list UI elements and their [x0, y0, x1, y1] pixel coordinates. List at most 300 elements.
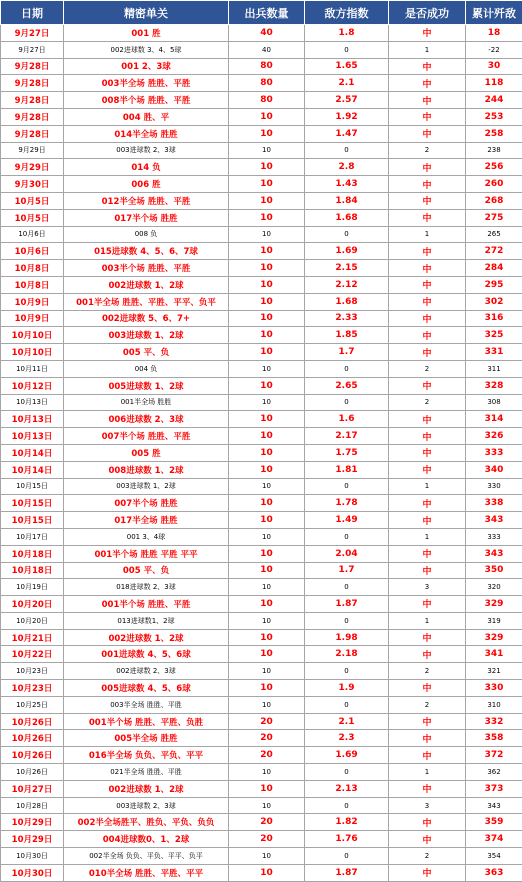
cell-total: 343 [466, 512, 522, 529]
cell-quantity: 20 [229, 814, 305, 831]
cell-pick: 002进球数 1、2球 [64, 780, 229, 797]
table-row [1, 864, 522, 881]
cell-pick: 002进球数 1、2球 [64, 629, 229, 646]
cell-odds: 1.9 [305, 680, 389, 697]
header-pick: 精密单关 [64, 1, 229, 25]
table-row [1, 125, 522, 142]
cell-odds: 2.8 [305, 159, 389, 176]
table-row [1, 461, 522, 478]
cell-quantity: 10 [229, 848, 305, 865]
cell-date: 10月8日 [1, 260, 64, 277]
cell-total: 272 [466, 243, 522, 260]
cell-odds: 1.65 [305, 58, 389, 75]
cell-total: 258 [466, 125, 522, 142]
cell-odds: 0 [305, 528, 389, 545]
cell-result: 中 [389, 344, 466, 361]
table-row [1, 713, 522, 730]
cell-quantity: 10 [229, 428, 305, 445]
cell-pick: 008 负 [64, 226, 229, 243]
cell-total: 362 [466, 764, 522, 781]
cell-date: 10月29日 [1, 814, 64, 831]
cell-total: 284 [466, 260, 522, 277]
cell-total: 325 [466, 327, 522, 344]
cell-quantity: 10 [229, 209, 305, 226]
cell-result: 2 [389, 142, 466, 159]
table-row [1, 243, 522, 260]
cell-date: 10月25日 [1, 696, 64, 713]
cell-odds: 1.84 [305, 192, 389, 209]
cell-date: 10月26日 [1, 764, 64, 781]
cell-result: 中 [389, 25, 466, 42]
cell-date: 10月23日 [1, 663, 64, 680]
cell-total: 308 [466, 394, 522, 411]
table-row [1, 192, 522, 209]
cell-quantity: 10 [229, 142, 305, 159]
cell-total: 330 [466, 478, 522, 495]
cell-date: 10月14日 [1, 461, 64, 478]
cell-result: 中 [389, 276, 466, 293]
header-result: 是否成功 [389, 1, 466, 25]
cell-quantity: 10 [229, 327, 305, 344]
cell-date: 10月22日 [1, 646, 64, 663]
cell-odds: 1.47 [305, 125, 389, 142]
cell-pick: 018进球数 2、3球 [64, 579, 229, 596]
cell-result: 中 [389, 192, 466, 209]
table-row [1, 209, 522, 226]
cell-quantity: 10 [229, 680, 305, 697]
cell-result: 中 [389, 814, 466, 831]
cell-total: 244 [466, 92, 522, 109]
cell-result: 中 [389, 545, 466, 562]
cell-result: 中 [389, 411, 466, 428]
cell-pick: 005 平、负 [64, 344, 229, 361]
table-row [1, 612, 522, 629]
cell-result: 2 [389, 696, 466, 713]
cell-date: 10月9日 [1, 310, 64, 327]
cell-quantity: 10 [229, 276, 305, 293]
cell-odds: 1.8 [305, 25, 389, 42]
cell-odds: 0 [305, 612, 389, 629]
cell-odds: 0 [305, 848, 389, 865]
cell-pick: 002进球数 5、6、7+ [64, 310, 229, 327]
cell-result: 中 [389, 209, 466, 226]
cell-total: 363 [466, 864, 522, 881]
cell-odds: 1.82 [305, 814, 389, 831]
cell-total: 30 [466, 58, 522, 75]
table-row [1, 596, 522, 613]
cell-result: 中 [389, 495, 466, 512]
table-row [1, 663, 522, 680]
cell-total: 320 [466, 579, 522, 596]
cell-total: 330 [466, 680, 522, 697]
cell-pick: 008半个场 胜胜、平胜 [64, 92, 229, 109]
cell-result: 中 [389, 646, 466, 663]
table-row [1, 92, 522, 109]
cell-date: 10月6日 [1, 226, 64, 243]
cell-date: 10月5日 [1, 192, 64, 209]
cell-result: 中 [389, 596, 466, 613]
cell-total: 373 [466, 780, 522, 797]
cell-odds: 1.87 [305, 596, 389, 613]
cell-date: 10月20日 [1, 596, 64, 613]
cell-date: 9月28日 [1, 75, 64, 92]
cell-pick: 005 平、负 [64, 562, 229, 579]
cell-pick: 007半个场 胜胜、平胜 [64, 428, 229, 445]
cell-pick: 013进球数1、2球 [64, 612, 229, 629]
cell-result: 2 [389, 663, 466, 680]
cell-result: 2 [389, 394, 466, 411]
cell-pick: 005进球数 4、5、6球 [64, 680, 229, 697]
cell-pick: 015进球数 4、5、6、7球 [64, 243, 229, 260]
cell-result: 中 [389, 831, 466, 848]
cell-result: 1 [389, 764, 466, 781]
table-row [1, 512, 522, 529]
cell-odds: 2.3 [305, 730, 389, 747]
cell-quantity: 10 [229, 545, 305, 562]
cell-result: 中 [389, 293, 466, 310]
cell-quantity: 10 [229, 411, 305, 428]
cell-result: 中 [389, 512, 466, 529]
cell-quantity: 10 [229, 243, 305, 260]
cell-date: 10月9日 [1, 293, 64, 310]
table-row [1, 226, 522, 243]
cell-date: 10月15日 [1, 512, 64, 529]
cell-result: 1 [389, 612, 466, 629]
cell-result: 中 [389, 75, 466, 92]
cell-odds: 0 [305, 41, 389, 58]
cell-date: 10月12日 [1, 377, 64, 394]
cell-date: 10月20日 [1, 612, 64, 629]
cell-odds: 0 [305, 764, 389, 781]
cell-pick: 004 胜、平 [64, 108, 229, 125]
cell-pick: 001 3、4球 [64, 528, 229, 545]
cell-pick: 002半全场 负负、平负、平平、负平 [64, 848, 229, 865]
cell-pick: 014 负 [64, 159, 229, 176]
cell-odds: 0 [305, 663, 389, 680]
cell-odds: 2.17 [305, 428, 389, 445]
cell-odds: 2.1 [305, 75, 389, 92]
cell-result: 中 [389, 327, 466, 344]
table-row [1, 377, 522, 394]
cell-pick: 001半全场 胜胜、平胜、平平、负平 [64, 293, 229, 310]
table-row [1, 58, 522, 75]
cell-result: 3 [389, 797, 466, 814]
table-row [1, 25, 522, 42]
cell-date: 10月29日 [1, 831, 64, 848]
cell-result: 中 [389, 713, 466, 730]
cell-pick: 012半全场 胜胜、平胜 [64, 192, 229, 209]
cell-pick: 001半个场 胜胜、平胜、负胜 [64, 713, 229, 730]
table-row [1, 545, 522, 562]
cell-odds: 0 [305, 394, 389, 411]
table-row [1, 780, 522, 797]
cell-total: 260 [466, 176, 522, 193]
cell-result: 中 [389, 58, 466, 75]
cell-result: 1 [389, 528, 466, 545]
cell-odds: 1.7 [305, 562, 389, 579]
cell-pick: 002进球数 2、3球 [64, 663, 229, 680]
cell-total: 372 [466, 747, 522, 764]
cell-pick: 001半个场 胜胜 平胜 平平 [64, 545, 229, 562]
cell-pick: 001半个场 胜胜、平胜 [64, 596, 229, 613]
cell-date: 10月27日 [1, 780, 64, 797]
cell-odds: 0 [305, 478, 389, 495]
cell-result: 中 [389, 680, 466, 697]
cell-date: 10月13日 [1, 394, 64, 411]
cell-odds: 1.87 [305, 864, 389, 881]
cell-total: -22 [466, 41, 522, 58]
cell-odds: 1.78 [305, 495, 389, 512]
cell-date: 10月26日 [1, 713, 64, 730]
cell-total: 331 [466, 344, 522, 361]
cell-date: 10月15日 [1, 478, 64, 495]
cell-total: 350 [466, 562, 522, 579]
cell-quantity: 10 [229, 377, 305, 394]
cell-pick: 004进球数0、1、2球 [64, 831, 229, 848]
cell-quantity: 10 [229, 478, 305, 495]
cell-total: 316 [466, 310, 522, 327]
cell-total: 314 [466, 411, 522, 428]
cell-odds: 0 [305, 360, 389, 377]
cell-quantity: 10 [229, 344, 305, 361]
table-row [1, 41, 522, 58]
cell-odds: 1.68 [305, 209, 389, 226]
cell-pick: 016半全场 负负、平负、平平 [64, 747, 229, 764]
cell-result: 2 [389, 360, 466, 377]
cell-total: 118 [466, 75, 522, 92]
cell-result: 中 [389, 310, 466, 327]
cell-quantity: 20 [229, 730, 305, 747]
header-odds: 敌方指数 [305, 1, 389, 25]
cell-odds: 1.49 [305, 512, 389, 529]
cell-pick: 017半全场 胜胜 [64, 512, 229, 529]
cell-total: 329 [466, 629, 522, 646]
cell-date: 10月13日 [1, 428, 64, 445]
cell-odds: 1.69 [305, 747, 389, 764]
table-row [1, 75, 522, 92]
cell-result: 中 [389, 461, 466, 478]
cell-quantity: 80 [229, 58, 305, 75]
cell-total: 343 [466, 797, 522, 814]
cell-quantity: 10 [229, 646, 305, 663]
cell-pick: 001 胜 [64, 25, 229, 42]
table-row [1, 696, 522, 713]
cell-odds: 2.12 [305, 276, 389, 293]
cell-total: 332 [466, 713, 522, 730]
cell-quantity: 20 [229, 831, 305, 848]
cell-date: 9月27日 [1, 25, 64, 42]
cell-odds: 2.1 [305, 713, 389, 730]
cell-quantity: 10 [229, 176, 305, 193]
cell-quantity: 10 [229, 528, 305, 545]
cell-total: 275 [466, 209, 522, 226]
cell-odds: 0 [305, 142, 389, 159]
table-row [1, 629, 522, 646]
cell-pick: 014半全场 胜胜 [64, 125, 229, 142]
header-date: 日期 [1, 1, 64, 25]
cell-result: 2 [389, 848, 466, 865]
cell-result: 1 [389, 226, 466, 243]
cell-quantity: 10 [229, 596, 305, 613]
cell-quantity: 10 [229, 797, 305, 814]
cell-total: 338 [466, 495, 522, 512]
cell-quantity: 10 [229, 780, 305, 797]
cell-quantity: 10 [229, 394, 305, 411]
cell-pick: 021半全场 胜胜、平胜 [64, 764, 229, 781]
cell-pick: 003半全场 胜胜、平胜 [64, 696, 229, 713]
cell-quantity: 10 [229, 226, 305, 243]
cell-pick: 017半个场 胜胜 [64, 209, 229, 226]
cell-total: 333 [466, 444, 522, 461]
cell-quantity: 10 [229, 360, 305, 377]
table-row [1, 327, 522, 344]
cell-pick: 003进球数 2、3球 [64, 142, 229, 159]
cell-pick: 002进球数 1、2球 [64, 276, 229, 293]
cell-date: 10月23日 [1, 680, 64, 697]
cell-result: 中 [389, 780, 466, 797]
table-row [1, 747, 522, 764]
table-row [1, 579, 522, 596]
cell-total: 319 [466, 612, 522, 629]
cell-result: 中 [389, 747, 466, 764]
cell-odds: 0 [305, 797, 389, 814]
cell-total: 340 [466, 461, 522, 478]
table-row [1, 293, 522, 310]
cell-total: 343 [466, 545, 522, 562]
table-row [1, 428, 522, 445]
cell-result: 1 [389, 478, 466, 495]
cell-total: 256 [466, 159, 522, 176]
cell-quantity: 10 [229, 512, 305, 529]
cell-quantity: 10 [229, 125, 305, 142]
table-row [1, 276, 522, 293]
cell-pick: 010半全场 胜胜、平胜、平平 [64, 864, 229, 881]
cell-total: 359 [466, 814, 522, 831]
cell-result: 中 [389, 92, 466, 109]
cell-odds: 1.76 [305, 831, 389, 848]
cell-odds: 1.68 [305, 293, 389, 310]
cell-date: 10月8日 [1, 276, 64, 293]
table-row [1, 260, 522, 277]
cell-pick: 003进球数 1、2球 [64, 478, 229, 495]
cell-result: 中 [389, 444, 466, 461]
cell-result: 中 [389, 125, 466, 142]
cell-result: 中 [389, 260, 466, 277]
cell-pick: 003进球数 2、3球 [64, 797, 229, 814]
cell-pick: 006 胜 [64, 176, 229, 193]
cell-pick: 007半个场 胜胜 [64, 495, 229, 512]
header-row [1, 1, 522, 25]
table-row [1, 730, 522, 747]
cell-quantity: 40 [229, 41, 305, 58]
cell-date: 9月28日 [1, 58, 64, 75]
cell-result: 中 [389, 176, 466, 193]
cell-date: 10月26日 [1, 747, 64, 764]
cell-total: 374 [466, 831, 522, 848]
cell-quantity: 10 [229, 310, 305, 327]
cell-result: 中 [389, 730, 466, 747]
cell-pick: 003半全场 胜胜、平胜 [64, 75, 229, 92]
cell-pick: 003进球数 1、2球 [64, 327, 229, 344]
cell-odds: 1.92 [305, 108, 389, 125]
table-row [1, 444, 522, 461]
cell-pick: 003半个场 胜胜、平胜 [64, 260, 229, 277]
cell-pick: 002进球数 3、4、5球 [64, 41, 229, 58]
cell-result: 中 [389, 159, 466, 176]
cell-total: 253 [466, 108, 522, 125]
cell-odds: 2.57 [305, 92, 389, 109]
table-row [1, 142, 522, 159]
cell-quantity: 20 [229, 713, 305, 730]
table-row [1, 562, 522, 579]
cell-total: 295 [466, 276, 522, 293]
cell-date: 10月15日 [1, 495, 64, 512]
header-total: 累计歼敌 [466, 1, 522, 25]
cell-odds: 2.13 [305, 780, 389, 797]
cell-result: 中 [389, 562, 466, 579]
cell-total: 310 [466, 696, 522, 713]
cell-pick: 002半全场胜平、胜负、平负、负负 [64, 814, 229, 831]
cell-quantity: 10 [229, 864, 305, 881]
cell-odds: 1.69 [305, 243, 389, 260]
cell-pick: 001进球数 4、5、6球 [64, 646, 229, 663]
table-row [1, 344, 522, 361]
table-row [1, 159, 522, 176]
cell-pick: 001 2、3球 [64, 58, 229, 75]
cell-result: 中 [389, 377, 466, 394]
cell-date: 10月26日 [1, 730, 64, 747]
cell-pick: 001半全场 胜胜 [64, 394, 229, 411]
table-row [1, 528, 522, 545]
cell-quantity: 10 [229, 461, 305, 478]
cell-total: 321 [466, 663, 522, 680]
cell-result: 中 [389, 108, 466, 125]
cell-result: 3 [389, 579, 466, 596]
table-row [1, 764, 522, 781]
cell-quantity: 80 [229, 92, 305, 109]
cell-odds: 1.43 [305, 176, 389, 193]
cell-quantity: 10 [229, 629, 305, 646]
cell-quantity: 10 [229, 444, 305, 461]
cell-date: 10月5日 [1, 209, 64, 226]
cell-quantity: 80 [229, 75, 305, 92]
cell-odds: 1.6 [305, 411, 389, 428]
cell-date: 10月17日 [1, 528, 64, 545]
cell-date: 9月29日 [1, 142, 64, 159]
table-row [1, 411, 522, 428]
cell-total: 341 [466, 646, 522, 663]
cell-quantity: 10 [229, 764, 305, 781]
cell-result: 1 [389, 41, 466, 58]
cell-result: 中 [389, 243, 466, 260]
cell-odds: 2.18 [305, 646, 389, 663]
cell-result: 中 [389, 428, 466, 445]
header-quantity: 出兵数量 [229, 1, 305, 25]
cell-quantity: 10 [229, 562, 305, 579]
cell-date: 9月28日 [1, 125, 64, 142]
cell-odds: 2.33 [305, 310, 389, 327]
cell-quantity: 10 [229, 495, 305, 512]
cell-date: 10月13日 [1, 411, 64, 428]
cell-date: 9月28日 [1, 108, 64, 125]
cell-total: 358 [466, 730, 522, 747]
table-row [1, 108, 522, 125]
cell-total: 354 [466, 848, 522, 865]
cell-pick: 005半全场 胜胜 [64, 730, 229, 747]
cell-odds: 0 [305, 696, 389, 713]
cell-date: 10月19日 [1, 579, 64, 596]
table-row [1, 814, 522, 831]
